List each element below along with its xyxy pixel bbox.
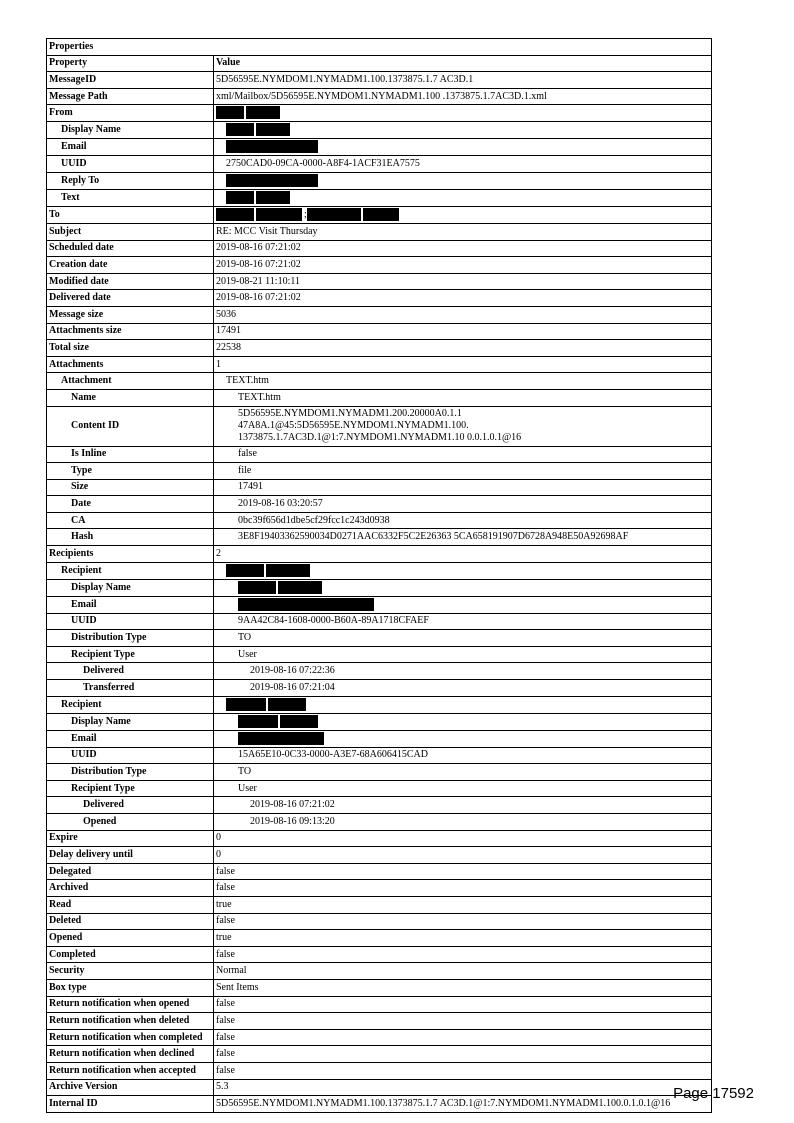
property-label: Type: [47, 463, 214, 480]
redaction-block: [256, 191, 290, 204]
property-value: 2019-08-16 07:22:36: [214, 663, 712, 680]
property-value: false: [214, 863, 712, 880]
property-value: 0bc39f656d1dbe5cf29fcc1c243d0938: [214, 512, 712, 529]
property-label: To: [47, 206, 214, 223]
table-row: [47, 613, 712, 630]
property-value: xml/Mailbox/5D56595E.NYMDOM1.NYMADM1.100 .1373875.1.7AC3D.1.xml: [214, 88, 712, 105]
table-row: [47, 814, 712, 831]
redaction-block: [226, 123, 254, 136]
property-label: Delivered: [47, 663, 214, 680]
table-row: [47, 996, 712, 1013]
table-row: [47, 562, 712, 579]
property-label: UUID: [47, 156, 214, 173]
content-id-line: 5D56595E.NYMDOM1.NYMADM1.200.20000A0.1.1: [238, 407, 462, 419]
column-header-value: Value: [214, 55, 712, 72]
property-label: Total size: [47, 340, 214, 357]
redaction-block: [280, 715, 318, 728]
property-label: Attachments size: [47, 323, 214, 340]
table-title: Properties: [47, 39, 712, 56]
table-row: [47, 273, 712, 290]
property-value: [214, 172, 712, 189]
table-row: [47, 446, 712, 463]
property-label: Expire: [47, 830, 214, 847]
property-label: Content ID: [47, 406, 214, 446]
table-row: [47, 139, 712, 156]
table-row: [47, 896, 712, 913]
property-label: Recipient Type: [47, 646, 214, 663]
property-value: 2019-08-21 11:10:11: [214, 273, 712, 290]
table-row: [47, 88, 712, 105]
table-row: [47, 830, 712, 847]
property-label: Reply To: [47, 172, 214, 189]
property-value: 0: [214, 830, 712, 847]
property-label: UUID: [47, 747, 214, 764]
property-label: Creation date: [47, 257, 214, 274]
property-value: 17491: [214, 479, 712, 496]
table-row: [47, 1079, 712, 1096]
property-label: Email: [47, 730, 214, 747]
property-label: Transferred: [47, 680, 214, 697]
redaction-block: [266, 564, 310, 577]
property-label: Display Name: [47, 713, 214, 730]
property-label: Display Name: [47, 579, 214, 596]
table-row: [47, 880, 712, 897]
property-value: 0: [214, 847, 712, 864]
property-value: TO: [214, 630, 712, 647]
property-value: 1: [214, 356, 712, 373]
property-value: [214, 696, 712, 713]
table-row: [47, 946, 712, 963]
redaction-block: [363, 208, 399, 221]
property-value: User: [214, 646, 712, 663]
property-value: RE: MCC Visit Thursday: [214, 223, 712, 240]
property-label: Hash: [47, 529, 214, 546]
property-label: Modified date: [47, 273, 214, 290]
table-row: [47, 930, 712, 947]
property-value: 2: [214, 546, 712, 563]
property-value: false: [214, 1062, 712, 1079]
table-row: [47, 72, 712, 89]
property-value: Sent Items: [214, 979, 712, 996]
table-row: [47, 646, 712, 663]
table-row: [47, 713, 712, 730]
redaction-block: [246, 106, 280, 119]
property-value: Normal: [214, 963, 712, 980]
property-value: [214, 596, 712, 613]
property-value: file: [214, 463, 712, 480]
property-label: Delay delivery until: [47, 847, 214, 864]
table-row: [47, 764, 712, 781]
property-label: Message size: [47, 306, 214, 323]
table-row: [47, 1062, 712, 1079]
property-label: Return notification when completed: [47, 1029, 214, 1046]
table-row: [47, 122, 712, 139]
redaction-block: [226, 174, 318, 187]
property-label: Security: [47, 963, 214, 980]
table-row: [47, 512, 712, 529]
property-label: Return notification when declined: [47, 1046, 214, 1063]
property-value: false: [214, 1046, 712, 1063]
table-row: [47, 1046, 712, 1063]
table-row: [47, 913, 712, 930]
property-label: Return notification when opened: [47, 996, 214, 1013]
property-label: Size: [47, 479, 214, 496]
column-header-property: Property: [47, 55, 214, 72]
table-row: [47, 963, 712, 980]
property-value: [214, 562, 712, 579]
redaction-block: [256, 123, 290, 136]
property-value: false: [214, 446, 712, 463]
property-value: false: [214, 946, 712, 963]
property-label: Recipient: [47, 696, 214, 713]
table-row: [47, 105, 712, 122]
property-label: Deleted: [47, 913, 214, 930]
property-value: 5036: [214, 306, 712, 323]
table-row: [47, 290, 712, 307]
property-label: Archive Version: [47, 1079, 214, 1096]
property-value: true: [214, 896, 712, 913]
property-value: 3E8F19403362590034D0271AAC6332F5C2E26363 5CA658191907D6728A948E50A92698AF: [214, 529, 712, 546]
property-value: [214, 189, 712, 206]
redaction-block: [226, 698, 266, 711]
redaction-block: [216, 106, 244, 119]
property-value: 5D56595E.NYMDOM1.NYMADM1.100.1373875.1.7 AC3D.1@1:7.NYMDOM1.NYMADM1.100.0.1.0.1@16: [214, 1096, 712, 1113]
property-label: Distribution Type: [47, 764, 214, 781]
redaction-block: [226, 191, 254, 204]
property-label: Delegated: [47, 863, 214, 880]
property-value: 2019-08-16 07:21:02: [214, 240, 712, 257]
redaction-block: [226, 140, 318, 153]
redaction-block: [307, 208, 361, 221]
table-row: [47, 1096, 712, 1113]
property-value: [214, 122, 712, 139]
property-value: 2019-08-16 03:20:57: [214, 496, 712, 513]
property-value: 2019-08-16 09:13:20: [214, 814, 712, 831]
table-title-row: [47, 39, 712, 56]
property-label: Distribution Type: [47, 630, 214, 647]
redaction-block: [256, 208, 302, 221]
property-value: 2019-08-16 07:21:02: [214, 257, 712, 274]
property-label: Display Name: [47, 122, 214, 139]
table-row: [47, 596, 712, 613]
property-label: Attachments: [47, 356, 214, 373]
property-label: Name: [47, 389, 214, 406]
redaction-block: [268, 698, 306, 711]
property-label: Opened: [47, 814, 214, 831]
property-label: CA: [47, 512, 214, 529]
table-row: [47, 730, 712, 747]
property-label: Internal ID: [47, 1096, 214, 1113]
property-value: false: [214, 1029, 712, 1046]
table-row: [47, 797, 712, 814]
table-row: [47, 680, 712, 697]
table-row: [47, 863, 712, 880]
property-label: Text: [47, 189, 214, 206]
property-value: [214, 206, 712, 223]
table-row: [47, 156, 712, 173]
property-label: Read: [47, 896, 214, 913]
table-row: [47, 172, 712, 189]
property-value: TEXT.htm: [214, 389, 712, 406]
table-row: [47, 257, 712, 274]
property-value: 2019-08-16 07:21:02: [214, 290, 712, 307]
property-value: 9AA42C84-1608-0000-B60A-89A1718CFAEF: [214, 613, 712, 630]
table-row: [47, 780, 712, 797]
property-label: Opened: [47, 930, 214, 947]
property-label: Date: [47, 496, 214, 513]
property-label: Attachment: [47, 373, 214, 390]
property-label: Delivered: [47, 797, 214, 814]
table-row: [47, 663, 712, 680]
property-label: Box type: [47, 979, 214, 996]
table-row: [47, 373, 712, 390]
table-row: [47, 206, 712, 223]
property-value: TEXT.htm: [214, 373, 712, 390]
table-row: [47, 847, 712, 864]
property-label: Archived: [47, 880, 214, 897]
table-row: [47, 630, 712, 647]
property-label: From: [47, 105, 214, 122]
property-label: Email: [47, 596, 214, 613]
table-row: [47, 747, 712, 764]
redaction-block: [238, 732, 324, 745]
property-label: Completed: [47, 946, 214, 963]
property-value: User: [214, 780, 712, 797]
table-row: [47, 696, 712, 713]
property-value: [214, 139, 712, 156]
property-value: TO: [214, 764, 712, 781]
property-value: false: [214, 996, 712, 1013]
property-value: false: [214, 1013, 712, 1030]
property-value: 2019-08-16 07:21:04: [214, 680, 712, 697]
redaction-block: [238, 581, 276, 594]
table-row: [47, 223, 712, 240]
property-value: 22538: [214, 340, 712, 357]
table-row: [47, 463, 712, 480]
property-label: UUID: [47, 613, 214, 630]
table-row: [47, 306, 712, 323]
property-value: true: [214, 930, 712, 947]
redaction-block: [226, 564, 264, 577]
property-label: Subject: [47, 223, 214, 240]
table-row: [47, 1013, 712, 1030]
property-value: [214, 406, 712, 446]
content-id-line: 1373875.1.7AC3D.1@1:7.NYMDOM1.NYMADM1.10 0.0.1.0.1@16: [238, 431, 522, 443]
table-row: [47, 1029, 712, 1046]
property-label: Recipient: [47, 562, 214, 579]
redaction-block: [238, 598, 374, 611]
property-value: [214, 730, 712, 747]
property-value: false: [214, 913, 712, 930]
property-label: Return notification when accepted: [47, 1062, 214, 1079]
properties-table: [46, 38, 712, 1113]
table-row: [47, 189, 712, 206]
table-row: [47, 356, 712, 373]
property-label: Message Path: [47, 88, 214, 105]
property-label: Is Inline: [47, 446, 214, 463]
table-row: [47, 979, 712, 996]
property-label: Return notification when deleted: [47, 1013, 214, 1030]
property-value: 5.3: [214, 1079, 712, 1096]
property-label: Recipients: [47, 546, 214, 563]
property-value: [214, 579, 712, 596]
content-id-line: 47A8A.1@45:5D56595E.NYMDOM1.NYMADM1.100.: [238, 419, 469, 431]
property-value: 2750CAD0-09CA-0000-A8F4-1ACF31EA7575: [214, 156, 712, 173]
table-row: [47, 479, 712, 496]
table-row: [47, 240, 712, 257]
property-label: MessageID: [47, 72, 214, 89]
property-value: [214, 105, 712, 122]
property-label: Email: [47, 139, 214, 156]
redaction-block: [278, 581, 322, 594]
property-label: Delivered date: [47, 290, 214, 307]
property-value: false: [214, 880, 712, 897]
table-row: [47, 579, 712, 596]
table-row: [47, 389, 712, 406]
table-header-row: [47, 55, 712, 72]
table-row: [47, 323, 712, 340]
property-value: 15A65E10-0C33-0000-A3E7-68A606415CAD: [214, 747, 712, 764]
table-row: [47, 340, 712, 357]
redaction-block: [238, 715, 278, 728]
property-value: [214, 713, 712, 730]
property-value: 2019-08-16 07:21:02: [214, 797, 712, 814]
table-row: [47, 529, 712, 546]
recipient-separator: ;: [304, 208, 307, 220]
property-label: Recipient Type: [47, 780, 214, 797]
table-row: [47, 496, 712, 513]
redaction-block: [216, 208, 254, 221]
property-value: 17491: [214, 323, 712, 340]
property-value: 5D56595E.NYMDOM1.NYMADM1.100.1373875.1.7 AC3D.1: [214, 72, 712, 89]
table-row: [47, 406, 712, 446]
page-number: Page 17592: [673, 1085, 754, 1102]
property-label: Scheduled date: [47, 240, 214, 257]
table-row: [47, 546, 712, 563]
